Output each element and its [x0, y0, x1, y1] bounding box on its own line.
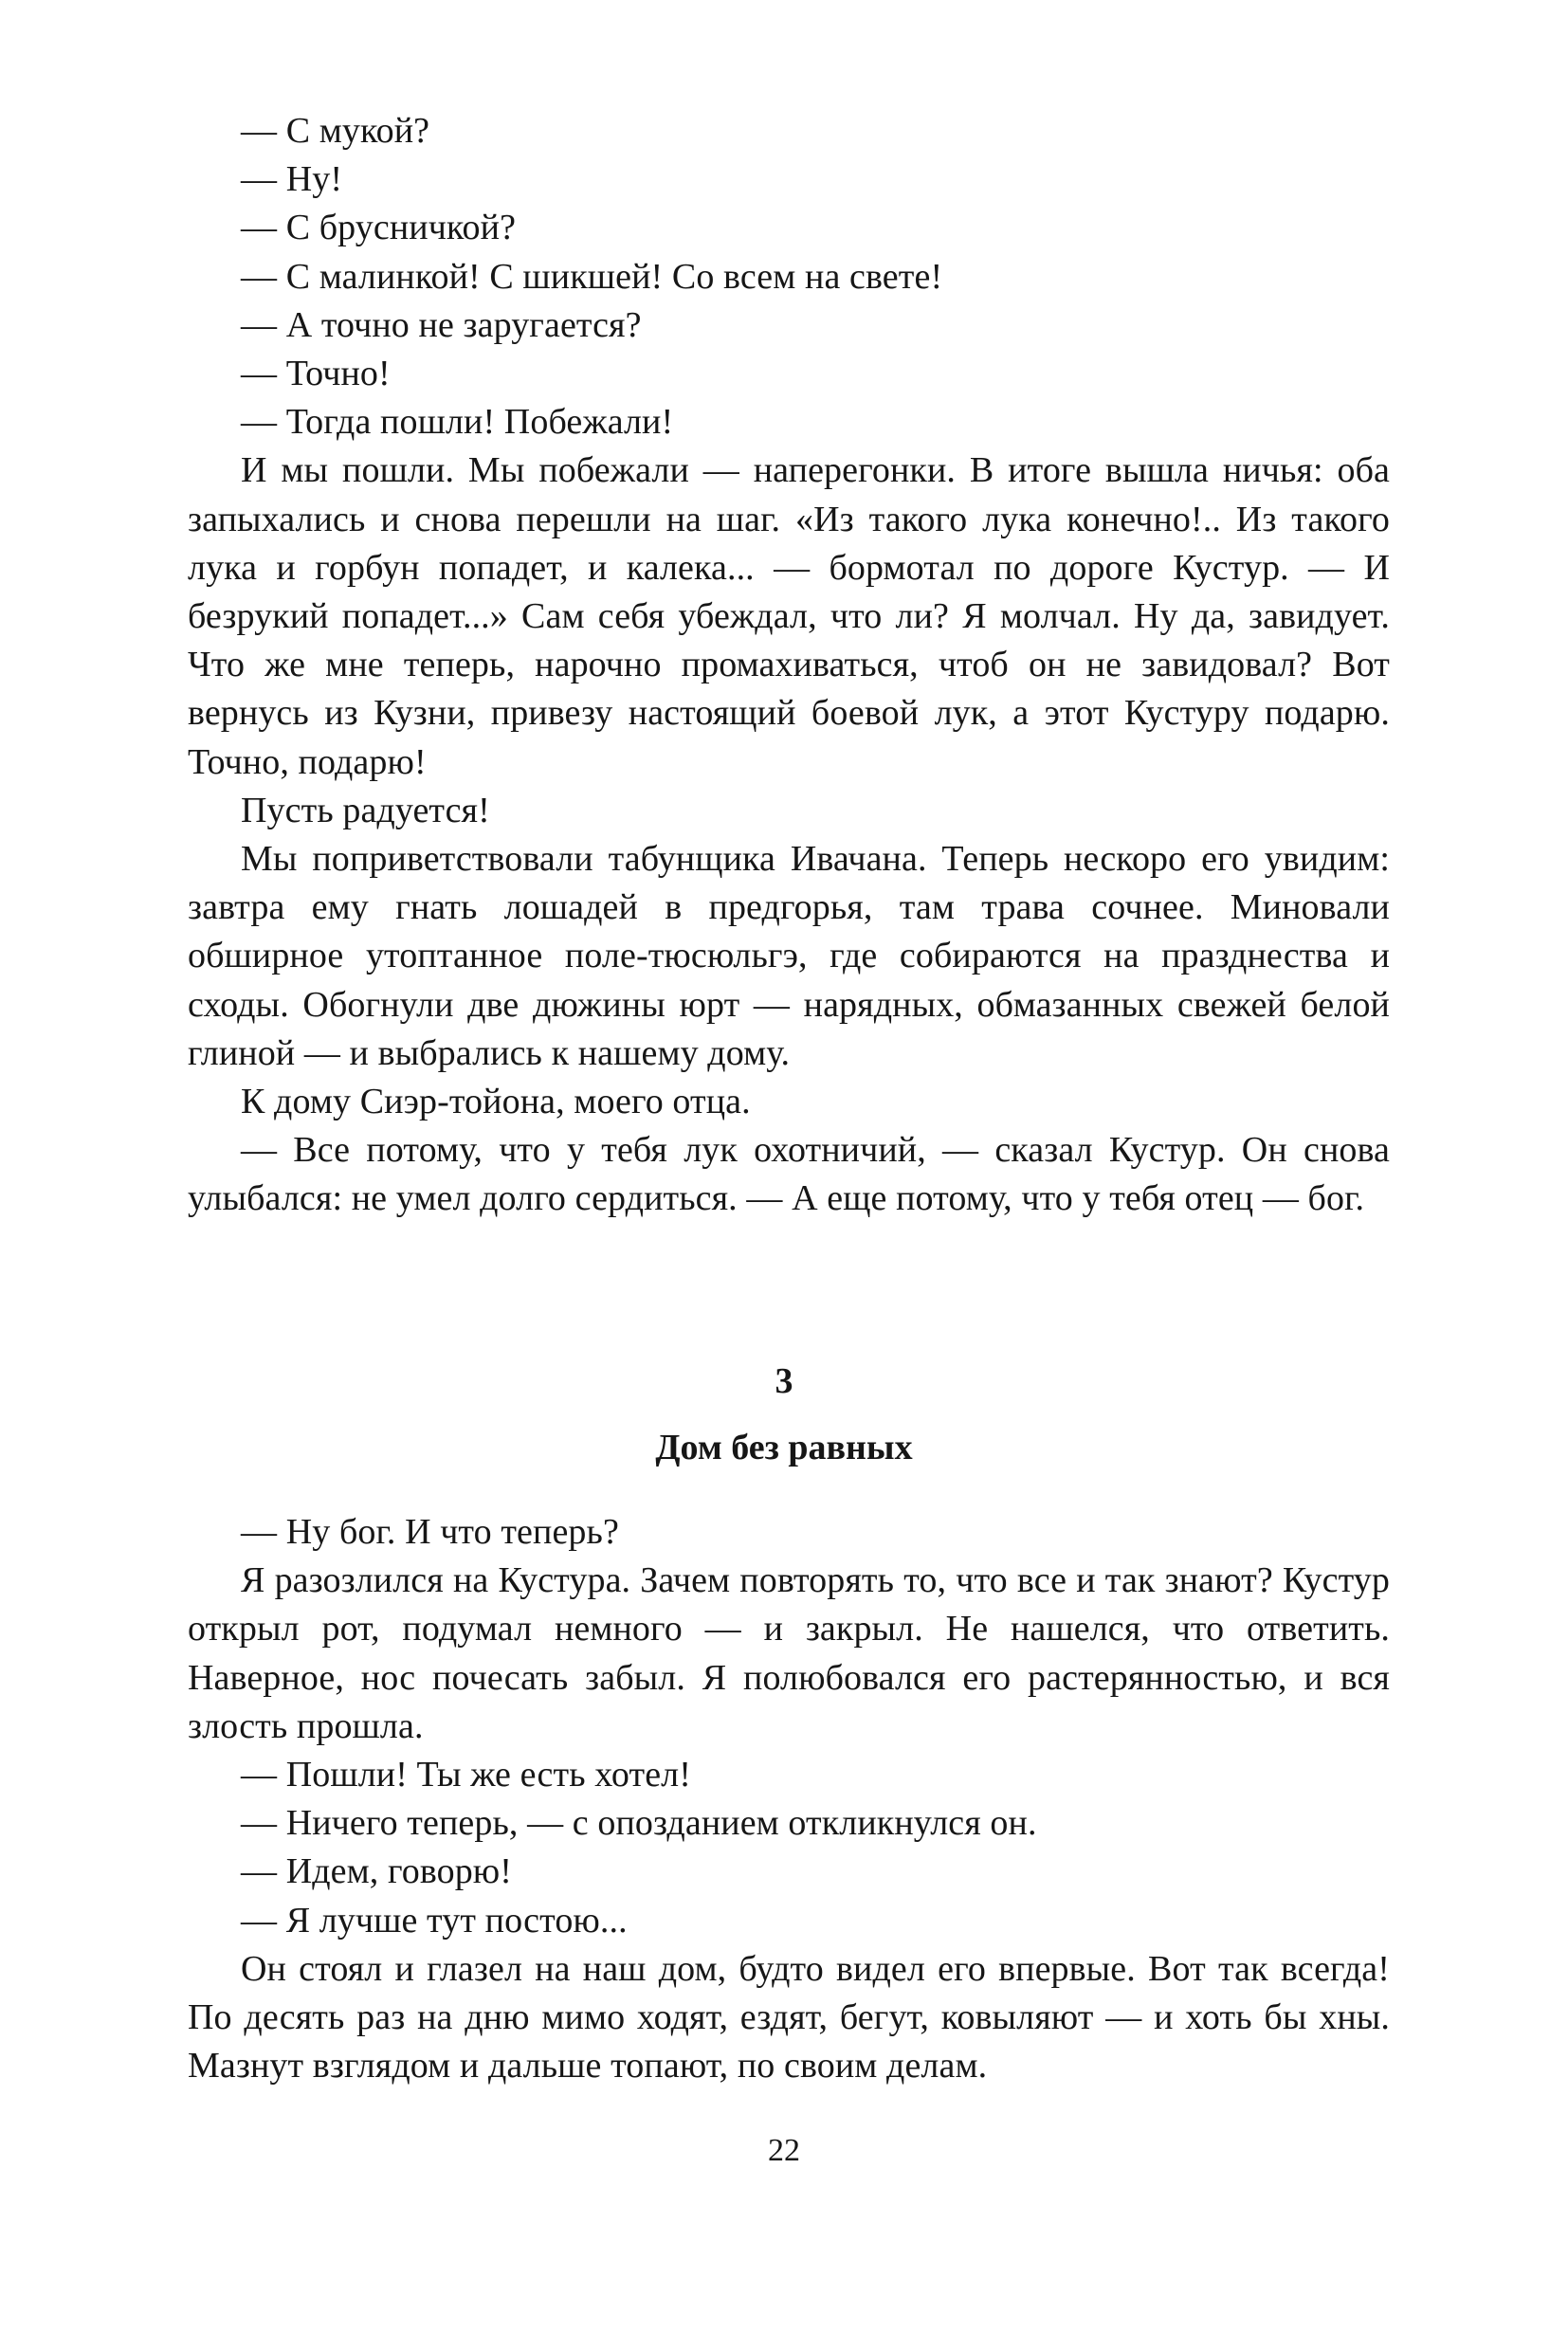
- dialogue-line: — Все потому, что у тебя лук охотничий, — сказал Кустур. Он снова улыбался: не умел долго сердиться. — А еще потому, что у тебя отец — бог.: [188, 1130, 1390, 1219]
- paragraph: И мы пошли. Мы побежали — наперегонки. В итоге вышла ничья: оба запыхались и снова перешли на шаг. «Из такого лука конечно!.. Из такого лука и горбун попадет, и калека... — бормотал по дороге Кустур. — И безрукий попадет...» Сам себя убеждал, что ли? Я молчал. Ну да, завидует. Что же мне теперь, нарочно промахиваться, чтоб он не завидовал? Вот вернусь из Кузни, привезу настоящий боевой лук, а этот Кустуру подарю. Точно, подарю!: [188, 450, 1390, 782]
- dialogue-line: — Точно!: [241, 354, 391, 394]
- dialogue-line: — Тогда пошли! Побежали!: [241, 402, 674, 443]
- paragraph: Пусть радуется!: [241, 790, 490, 830]
- paragraph: Он стоял и глазел на наш дом, будто видел его впервые. Вот так всегда! По десять раз на дню мимо ходят, ездят, бегут, ковыляют — и хоть бы хны. Мазнут взглядом и дальше топают, по своим делам.: [188, 1948, 1390, 2087]
- paragraph: Мы поприветствовали табунщика Ивачана. Теперь нескоро его увидим: завтра ему гнать лошадей в предгорья, там трава сочнее. Миновали обширное утоптанное поле-тюсюльгэ, где собираются на празднества и сходы. Обогнули две дюжины юрт — нарядных, обмазанных свежей белой глиной — и выбрались к нашему дому.: [188, 839, 1390, 1073]
- dialogue-line: — Я лучше тут постою...: [241, 1900, 628, 1941]
- dialogue-line: — Ну!: [241, 159, 343, 200]
- paragraph: Я разозлился на Кустура. Зачем повторять то, что все и так знают? Кустур открыл рот, подумал немного — и закрыл. Не нашелся, что ответить. Наверное, нос почесать забыл. Я полюбовался его растерянностью, и вся злость прошла.: [188, 1560, 1390, 1746]
- dialogue-line: — С брусничкой?: [241, 208, 517, 248]
- dialogue-line: — Пошли! Ты же есть хотел!: [241, 1755, 691, 1795]
- dialogue-line: — С малинкой! С шикшей! Со всем на свете!: [241, 256, 943, 297]
- dialogue-line: — Идем, говорю!: [241, 1851, 513, 1892]
- dialogue-line: — Ну бог. И что теперь?: [241, 1512, 619, 1552]
- page-number: 22: [768, 2133, 800, 2168]
- chapter-number: 3: [775, 1361, 793, 1401]
- chapter-title: Дом без равных: [655, 1428, 913, 1467]
- paragraph: К дому Сиэр-тойона, моего отца.: [241, 1082, 751, 1122]
- dialogue-line: — С мукой?: [241, 111, 430, 151]
- dialogue-line: — А точно не заругается?: [241, 304, 642, 345]
- body-text-before-chapter: [188, 107, 1390, 1224]
- body-text-after-chapter: [188, 1508, 1390, 2090]
- dialogue-line: — Ничего теперь, — с опозданием откликнулся он.: [241, 1803, 1037, 1844]
